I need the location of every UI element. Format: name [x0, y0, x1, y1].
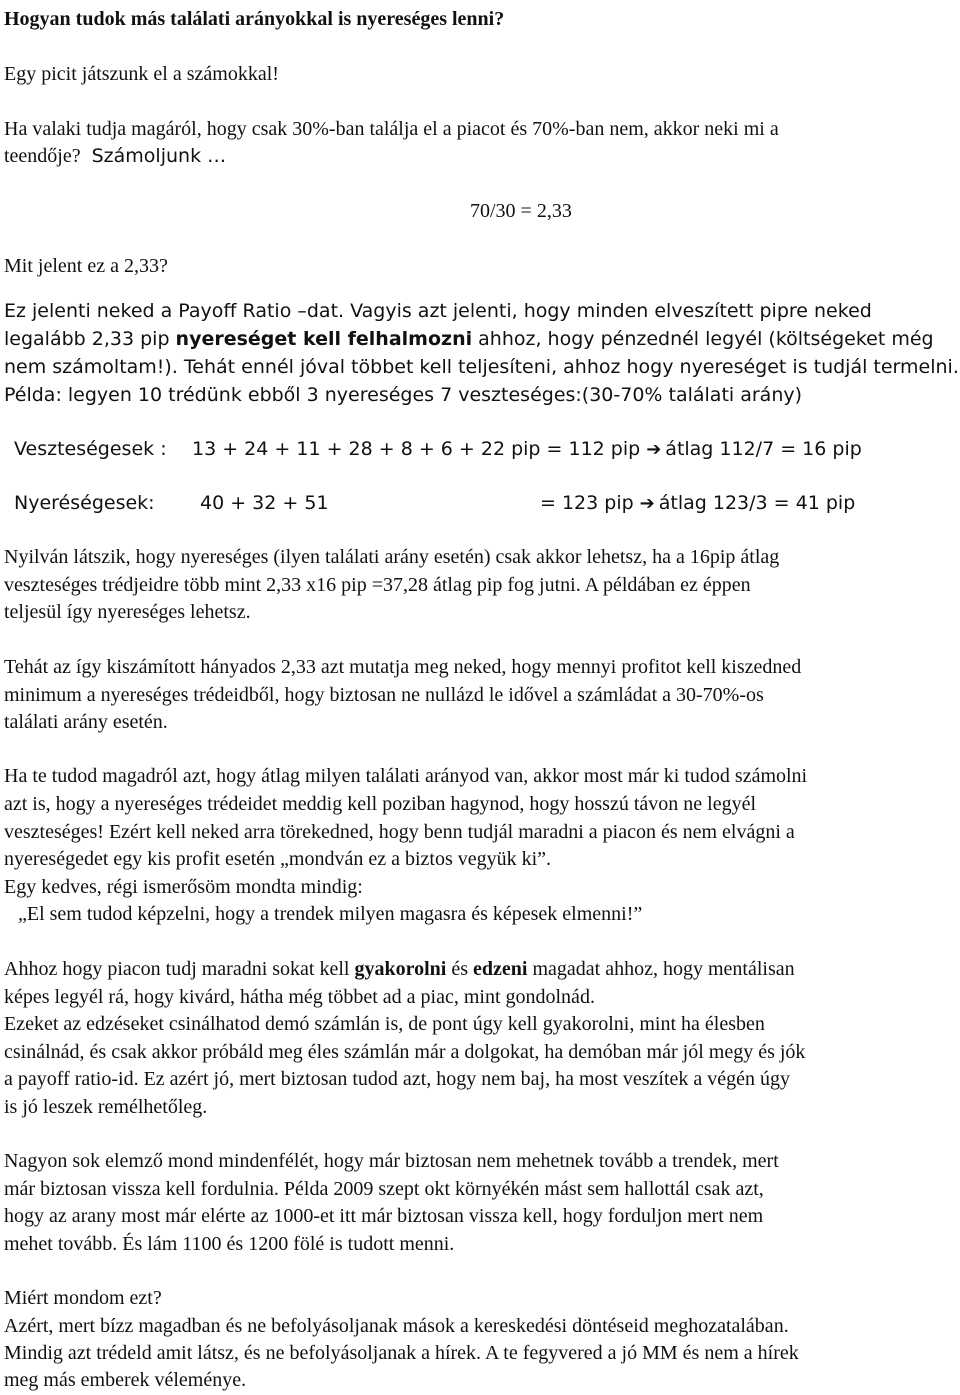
paragraph2-line3: teljesül így nyereséges lehetsz. — [4, 601, 251, 623]
text-span: legalább 2,33 pip — [4, 328, 176, 350]
paragraph5-line4: csinálnád, és csak akkor próbáld meg éles számlán már a dolgokat, ha demóban már jól megy és jók — [4, 1041, 806, 1063]
paragraph3-line3: találati arány esetén. — [4, 711, 168, 733]
gain-calculation — [540, 490, 855, 518]
gain-result: = 123 pip — [540, 492, 634, 514]
paragraph7-line4: meg más emberek véleménye. — [4, 1369, 247, 1391]
arrow-right-icon: ➔ — [639, 493, 655, 514]
intro-text: Egy picit játszunk el a számokkal! — [4, 63, 279, 85]
paragraph2-line1: Nyilván látszik, hogy nyereséges (ilyen találati arány esetén) csak akkor lehetsz, ha a 16pip átlag — [4, 546, 780, 568]
question-word: teendője? — [4, 145, 81, 167]
text-span: ahhoz, hogy pénzednél legyél (költségeket még — [472, 328, 934, 350]
loss-average: átlag 112/7 = 16 pip — [665, 438, 862, 460]
paragraph3-line2: minimum a nyereséges trédeidből, hogy biztosan ne nullázd le idővel a számládat a 30-70%-os — [4, 684, 764, 706]
paragraph7-line1: Miért mondom ezt? — [4, 1287, 162, 1309]
emphasis-train: edzeni — [473, 958, 528, 980]
emphasis-practice: gyakorolni — [354, 958, 447, 980]
question-line-2 — [4, 143, 226, 171]
text-span: magadat ahhoz, hogy mentálisan — [527, 958, 795, 980]
paragraph5-line6: is jó leszek remélhetőleg. — [4, 1096, 208, 1118]
gain-sum: 40 + 32 + 51 — [200, 492, 329, 514]
paragraph4-line1: Ha te tudod magadról azt, hogy átlag milyen találati arányod van, akkor most már ki tudod számolni — [4, 765, 808, 787]
paragraph5-line2: képes legyél rá, hogy kivárd, hátha még többet ad a piac, mint gondolnád. — [4, 986, 595, 1008]
paragraph4-line4: nyereségedet egy kis profit esetén „mondván ez a biztos vegyük ki”. — [4, 848, 552, 870]
paragraph5-line3: Ezeket az edzéseket csinálhatod demó számlán is, de pont úgy kell gyakorolni, mint ha élesben — [4, 1013, 765, 1035]
paragraph4-line5: Egy kedves, régi ismerősöm mondta mindig: — [4, 876, 363, 898]
gain-label: Nyeréségesek: — [14, 492, 155, 514]
gain-average: átlag 123/3 = 41 pip — [658, 492, 856, 514]
arrow-right-icon: ➔ — [646, 439, 662, 460]
emphasis-text: nyereséget kell felhalmozni — [175, 328, 473, 350]
paragraph3-line1: Tehát az így kiszámított hányados 2,33 azt mutatja meg neked, hogy mennyi profitot kell kiszedned — [4, 656, 802, 678]
question-ratio-meaning: Mit jelent ez a 2,33? — [4, 255, 168, 277]
text-span: nem számoltam!). — [4, 356, 178, 378]
payoff-explanation: Vagyis azt jelenti, hogy minden elveszített pipre neked — [350, 300, 872, 322]
paragraph6-line1: Nagyon sok elemző mond mindenfélét, hogy már biztosan nem mehetnek tovább a trendek, mert — [4, 1150, 779, 1172]
payoff-ratio-text: Ez jelenti neked a Payoff Ratio –dat. — [4, 300, 345, 322]
text-span: és — [446, 958, 474, 980]
paragraph1-line2 — [4, 326, 934, 354]
paragraph6-line2: már biztosan vissza kell fordulnia. Példa 2009 szept okt környékén mást sem hallottál csak azt, — [4, 1178, 764, 1200]
text-span: Tehát ennél jóval többet kell teljesíteni, ahhoz hogy nyereséget is tudjál termelni. — [177, 356, 959, 378]
paragraph6-line3: hogy az arany most már elérte az 1000-et itt már biztosan vissza kell, hogy forduljon mert nem — [4, 1205, 764, 1227]
paragraph5-line1 — [4, 956, 795, 984]
paragraph1-line3 — [4, 354, 959, 382]
paragraph2-line2: veszteséges trédjeidre több mint 2,33 x16 pip =37,28 átlag pip fog jutni. A példában ez éppen — [4, 574, 751, 596]
paragraph4-line3: veszteséges! Ezért kell neked arra törekedned, hogy benn tudjál maradni a piacon és nem elvágni a — [4, 821, 795, 843]
calculate-prompt: Számoljunk … — [91, 145, 227, 167]
loss-calculation — [192, 436, 862, 464]
quote-text: „El sem tudod képzelni, hogy a trendek milyen magasra és képesek elmenni!” — [18, 903, 643, 925]
paragraph1-line1 — [4, 298, 872, 326]
paragraph7-line2: Azért, mert bízz magadban és ne befolyásoljanak mások a kereskedési döntéseid meghozatalában. — [4, 1315, 789, 1337]
example-intro: Példa: legyen 10 trédünk ebből 3 nyereséges 7 veszteséges:(30-70% találati arány) — [4, 384, 803, 406]
document-title: Hogyan tudok más találati arányokkal is nyereséges lenni? — [4, 8, 505, 30]
paragraph5-line5: a payoff ratio-id. Ez azért jó, mert biztosan tudod azt, hogy nem baj, ha most veszítek a végén úgy — [4, 1068, 791, 1090]
paragraph4-line2: azt is, hogy a nyereséges trédeidet meddig kell poziban hagynod, hogy hosszú távon ne legyél — [4, 793, 757, 815]
loss-sum: 13 + 24 + 11 + 28 + 8 + 6 + 22 pip = 112 pip — [192, 438, 641, 460]
question-line-1: Ha valaki tudja magáról, hogy csak 30%-ban találja el a piacot és 70%-ban nem, akkor neki mi a — [4, 118, 779, 140]
loss-label: Veszteségesek : — [14, 438, 167, 460]
paragraph7-line3: Mindig azt trédeld amit látsz, és ne befolyásoljanak a hírek. A te fegyvered a jó MM és nem a hírek — [4, 1342, 799, 1364]
paragraph6-line4: mehet tovább. És lám 1100 és 1200 fölé is tudott menni. — [4, 1233, 455, 1255]
ratio-formula: 70/30 = 2,33 — [470, 200, 572, 222]
text-span: Ahhoz hogy piacon tudj maradni sokat kell — [4, 958, 355, 980]
